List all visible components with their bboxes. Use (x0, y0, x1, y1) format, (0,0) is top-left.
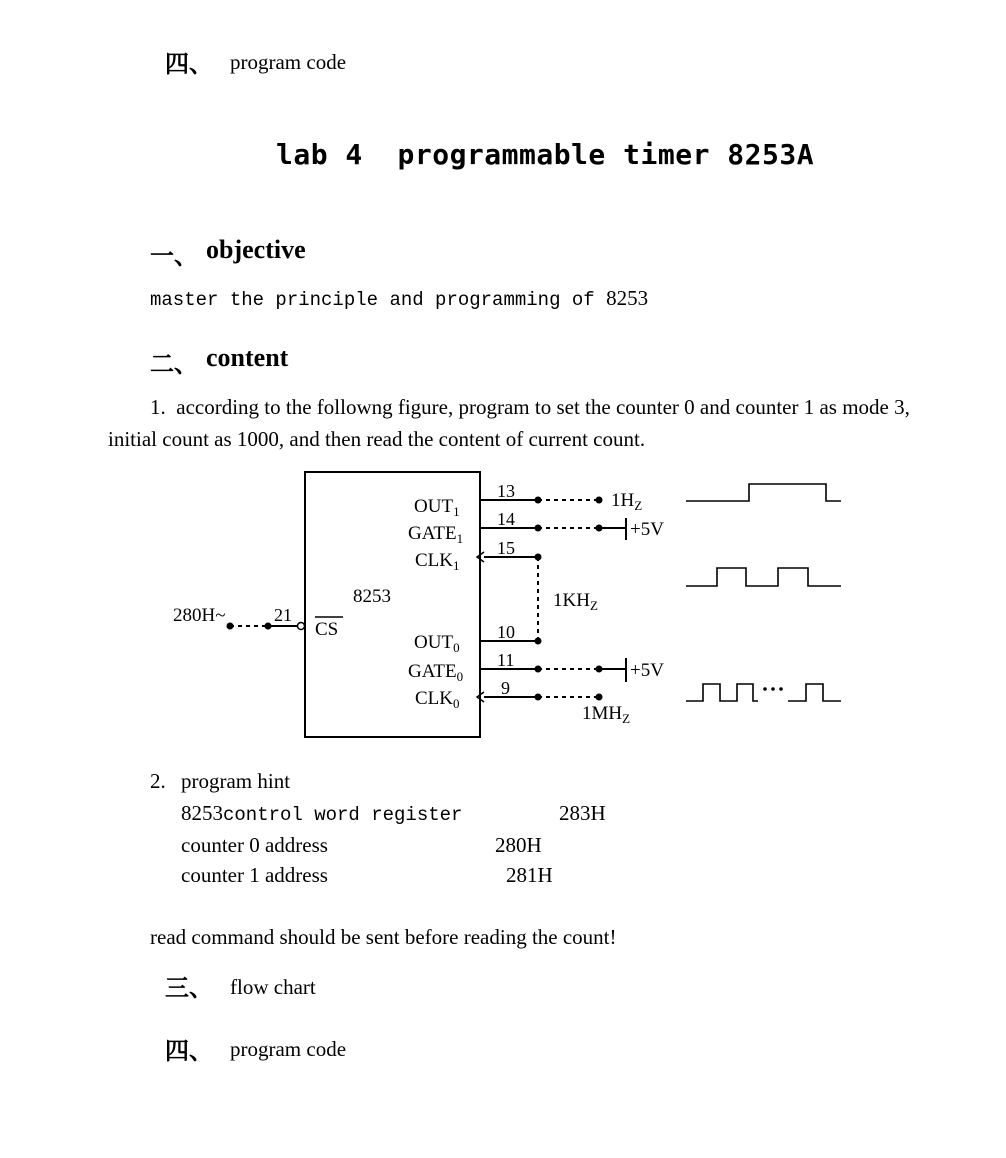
hint-row-counter1-label: counter 1 address (181, 863, 328, 887)
lab-title: lab 4 programmable timer 8253A (276, 138, 815, 171)
label-1hz: $1H_Z$ (611, 490, 643, 513)
dot-vcc-top (596, 525, 603, 532)
waveform-1mhz-left (686, 684, 758, 701)
content-item1-line2: initial count as 1000, and then read the content of current count. (108, 427, 646, 451)
ellipsis-dot-2 (771, 687, 775, 691)
code-section-number: 四、 (165, 1036, 213, 1065)
objective-section-title: objective (206, 235, 306, 264)
dot-vcc-bottom (596, 666, 603, 673)
pin-number-21: 21 (274, 605, 292, 625)
cs-inverter-bubble-icon (298, 623, 305, 630)
hint-title: program hint (181, 769, 291, 793)
pin-number-10: 10 (497, 622, 515, 642)
dot-clk0 (535, 694, 542, 701)
pin-number-15: 15 (497, 538, 515, 558)
objective-text-chip: 8253 (606, 286, 649, 310)
dot-1hz (596, 497, 603, 504)
hint-row-control-value: 283H (559, 801, 606, 825)
content-section-number: 二、 (150, 349, 198, 378)
objective-section-number: 一、 (150, 241, 198, 270)
label-cs: CS (315, 619, 339, 640)
pin-number-11: 11 (497, 650, 515, 670)
code-section-title: program code (230, 1037, 347, 1061)
read-command-note: read command should be sent before reading the count! (150, 925, 617, 949)
label-vcc-bottom: +5V (630, 660, 664, 681)
waveform-1mhz-right (788, 684, 841, 701)
label-address: 280H~ (173, 605, 226, 626)
label-1khz: $1KH_Z$ (553, 590, 598, 613)
label-out1: $OUT_1$ (414, 496, 460, 519)
ellipsis-dot-1 (763, 687, 767, 691)
label-1mhz: $1MH_Z$ (582, 703, 631, 726)
waveform-1hz (686, 484, 841, 501)
waveform-1khz (686, 568, 841, 586)
label-vcc-top: +5V (630, 519, 664, 540)
chip-label: 8253 (353, 586, 391, 607)
pin-number-14: 14 (497, 509, 515, 529)
dot-cs-pin (265, 623, 272, 630)
ellipsis-dot-3 (779, 687, 783, 691)
flow-section-title: flow chart (230, 975, 316, 999)
dot-out0 (535, 638, 542, 645)
pin-number-9: 9 (501, 678, 510, 698)
label-out0: $OUT_0$ (414, 632, 460, 655)
hint-row-control (181, 801, 462, 826)
hint-row-counter1-value: 281H (506, 863, 553, 887)
dot-gate0 (535, 666, 542, 673)
dot-address (227, 623, 234, 630)
label-gate0: $GATE_0$ (408, 661, 464, 684)
header-section-title: program code (230, 50, 347, 74)
dot-gate1 (535, 525, 542, 532)
objective-text-mono: master the principle and programming of (150, 289, 607, 311)
dot-clk1 (535, 554, 542, 561)
label-clk1: $CLK_1$ (415, 550, 460, 573)
dot-out1 (535, 497, 542, 504)
hint-row-counter0-value: 280H (495, 833, 542, 857)
hint-row-control-label-serif: 8253 (181, 801, 223, 825)
hint-number: 2. (150, 769, 166, 793)
content-item1-line1: 1. according to the followng figure, program to set the counter 0 and counter 1 as mode 3, (150, 395, 910, 419)
hint-row-control-label-mono: control word register (223, 804, 463, 826)
label-clk0: $CLK_0$ (415, 688, 460, 711)
pin-number-13: 13 (497, 481, 515, 501)
hint-row-counter0-label: counter 0 address (181, 833, 328, 857)
waveform-ellipsis (763, 687, 783, 691)
dot-1mhz (596, 694, 603, 701)
label-gate1: $GATE_1$ (408, 523, 464, 546)
header-section-number: 四、 (165, 49, 213, 78)
content-section-title: content (206, 343, 289, 372)
flow-section-number: 三、 (165, 973, 213, 1002)
